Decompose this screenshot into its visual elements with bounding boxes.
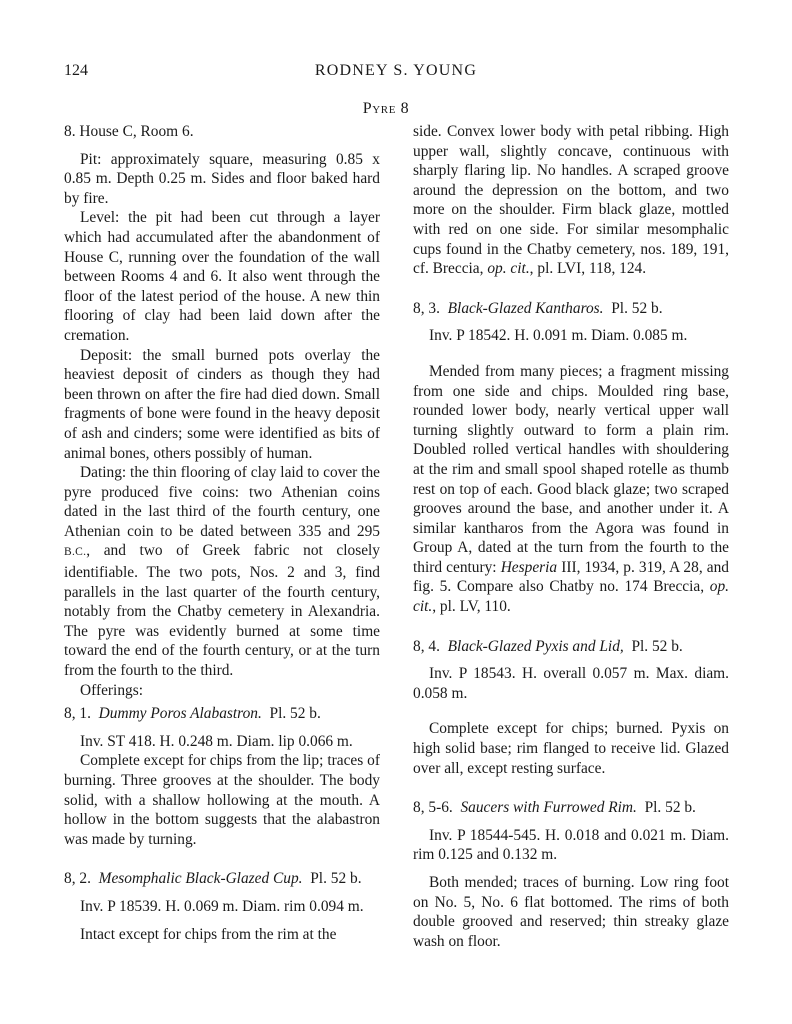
item-3-number: 8, 3. [413, 299, 440, 317]
item-2-desc-text-2: , pl. LVI, 118, 124. [529, 260, 647, 278]
item-5-title: Saucers with Furrowed Rim. [460, 799, 637, 817]
item-5-plate: Pl. 52 b. [644, 799, 696, 817]
item-4-inventory: Inv. P 18543. H. overall 0.057 m. Max. diam. 0.058 m. [413, 665, 729, 702]
dating-text-2: , and two of Greek fabric not closely identifiable. The two pots, Nos. 2 and 3, find parallels in the last quarter of the fourth century, notably from the Chatby cemetery in Alexandria. The pyre was evidently burned at some time toward the end of the fourth century, or at the turn from the fourth to the third. [64, 542, 380, 680]
item-4-title: Black-Glazed Pyxis and Lid, [447, 637, 624, 655]
item-1-number: 8, 1. [64, 705, 91, 723]
item-3-hesperia: Hesperia [500, 558, 558, 576]
item-3-heading [413, 299, 729, 319]
item-5-description: Both mended; traces of burning. Low ring foot on No. 5, No. 6 flat bottomed. The rims of both double grooved and reserved; thin streaky glaze wash on floor. [413, 874, 729, 950]
item-2-opcit: op. cit. [487, 260, 530, 278]
item-3-description [413, 362, 729, 617]
item-1-description: Complete except for chips from the lip; traces of burning. Three grooves at the shoulder. The body solid, with a shallow hollowing at the mouth. A hollow in the bottom suggests that the alabastron was made by turning. [64, 752, 380, 848]
item-3-desc-text-3: , pl. LV, 110. [432, 598, 511, 616]
dating-paragraph [64, 463, 380, 681]
item-4-heading [413, 637, 729, 657]
item-5-inventory: Inv. P 18544-545. H. 0.018 and 0.021 m. Diam. rim 0.125 and 0.132 m. [413, 826, 729, 864]
item-2-number: 8, 2. [64, 870, 91, 888]
item-3-plate: Pl. 52 b. [611, 299, 663, 317]
item-4-description: Complete except for chips; burned. Pyxis on high solid base; rim flanged to receive lid. Glazed over all, except resting surface. [413, 720, 729, 777]
dating-text-1: Dating: the thin flooring of clay laid to cover the pyre produced five coins: two Athenian coins dated in the last third of the fourth century, one Athenian coin to be dated between 335 and 295 [64, 464, 380, 540]
page-number: 124 [64, 62, 88, 79]
left-column [64, 122, 380, 944]
item-2-plate: Pl. 52 b. [310, 870, 362, 888]
item-4-number: 8, 4. [413, 637, 440, 655]
item-2-inventory: Inv. P 18539. H. 0.069 m. Diam. rim 0.094 m. [80, 897, 364, 915]
item-1-title: Dummy Poros Alabastron. [98, 705, 262, 723]
pit-paragraph: Pit: approximately square, measuring 0.85 x 0.85 m. Depth 0.25 m. Sides and floor baked hard by fire. [64, 150, 380, 207]
item-2-description-cont [413, 122, 729, 279]
item-2-desc-text-1: side. Convex lower body with petal ribbing. High upper wall, slightly concave, continuous with sharply flaring lip. No handles. A scraped groove around the depression on the bottom, and two more on the shoulder. Firm black glaze, mottled with red on one side. For similar mesomphalic cups found in the Chatby cemetery, nos. 189, 191, cf. Breccia, [413, 123, 729, 278]
dating-bc: B.C. [64, 546, 87, 559]
offerings-label: Offerings: [80, 681, 143, 699]
running-title: RODNEY S. YOUNG [314, 62, 478, 79]
item-2-title: Mesomphalic Black-Glazed Cup. [98, 870, 303, 888]
item-1-heading [64, 704, 380, 724]
running-head [64, 62, 728, 86]
right-column [413, 122, 729, 951]
item-1-plate: Pl. 52 b. [269, 705, 321, 723]
level-paragraph: Level: the pit had been cut through a layer which had accumulated after the abandonment of House C, running over the foundation of the wall between Rooms 4 and 6. It also went through the floor of the latest period of the house. A new thin flooring of clay had been laid down after the cremation. [64, 209, 380, 344]
item-3-desc-text-2: III, 1934, p. 319, A 28, and fig. 5. Compare also Chatby no. 174 Breccia, [413, 558, 729, 596]
item-3-inventory: Inv. P 18542. H. 0.091 m. Diam. 0.085 m. [429, 327, 688, 345]
item-3-desc-text-1: Mended from many pieces; a fragment missing from one side and chips. Moulded ring base, rounded lower body, nearly vertical upper wall turning slightly outward to form a plain rim. Doubled rolled vertical handles with shouldering at the rim and small spool shaped rotelle as thumb rest on top of each. Good black glaze; two scraped grooves around the base, and another under it. A similar kantharos from the Agora was found in Group A, dated at the turn from the fourth to the third century: [413, 362, 729, 576]
item-2-heading [64, 869, 380, 889]
deposit-paragraph: Deposit: the small burned pots overlay the heaviest deposit of cinders as though they had been thrown on after the fire had died down. Small fragments of bone were found in the heavy deposit of ash and cinders; some were identified as bits of animal bones, others possibly of human. [64, 346, 380, 462]
item-1-inventory: Inv. ST 418. H. 0.248 m. Diam. lip 0.066 m. [80, 732, 353, 750]
item-5-number: 8, 5-6. [413, 799, 453, 817]
item-4-plate: Pl. 52 b. [631, 637, 683, 655]
item-2-description-start: Intact except for chips from the rim at the [80, 925, 337, 943]
item-3-opcit: op. cit. [413, 578, 729, 616]
item-5-heading [413, 798, 729, 818]
item-3-title: Black-Glazed Kantharos. [447, 299, 604, 317]
location-heading: 8. House C, Room 6. [64, 123, 194, 140]
section-title: Pyre 8 [362, 100, 410, 117]
